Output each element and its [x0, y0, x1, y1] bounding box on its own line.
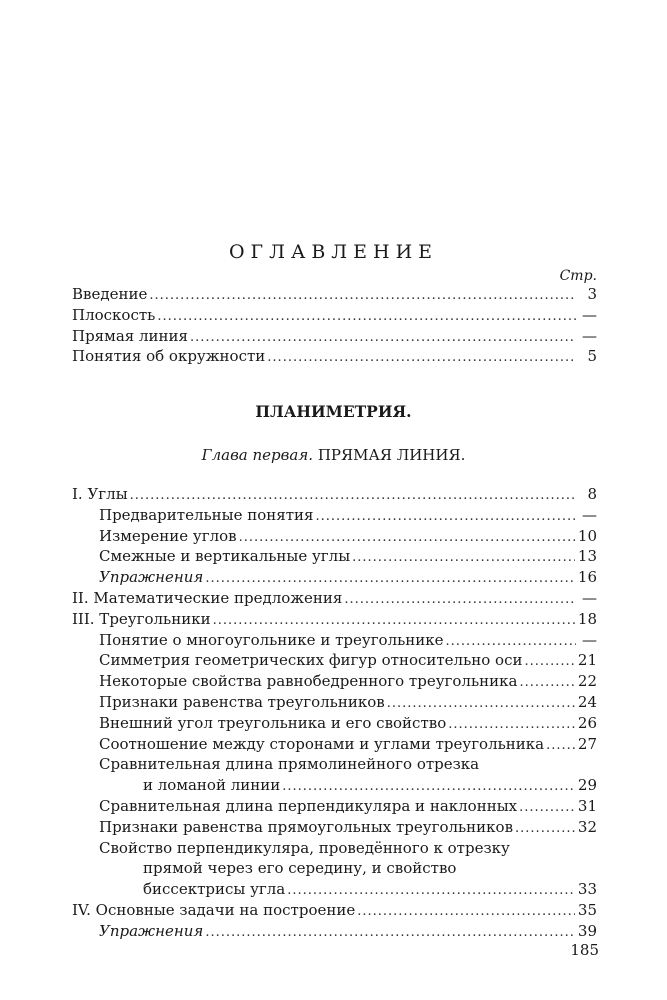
leader-dots — [315, 509, 576, 524]
leader-dots — [130, 488, 576, 503]
leader-dots — [519, 675, 574, 690]
toc-page-number: 27 — [577, 734, 597, 753]
toc-row — [72, 693, 597, 714]
toc-row — [72, 285, 597, 306]
toc-row — [72, 547, 597, 568]
leader-dots — [267, 350, 576, 365]
toc-label: Соотношение между сторонами и углами треугольника — [99, 734, 545, 753]
intro-toc — [72, 285, 597, 368]
toc-label: Понятия об окружности — [72, 347, 266, 366]
chapter-heading — [0, 446, 667, 464]
toc-label: III. Треугольники — [72, 609, 211, 628]
toc-row — [72, 818, 597, 839]
toc-page-number: 26 — [577, 713, 597, 732]
toc-page-number: 31 — [577, 796, 597, 815]
toc-label: Предварительные понятия — [99, 505, 314, 524]
leader-dots — [205, 925, 575, 940]
leader-dots — [190, 330, 576, 345]
toc-row — [72, 651, 597, 672]
leader-dots — [213, 613, 575, 628]
section-heading: ПЛАНИМЕТРИЯ. — [255, 402, 412, 421]
toc-row — [72, 776, 597, 797]
leader-dots — [282, 779, 575, 794]
toc-label: Признаки равенства треугольников — [99, 692, 385, 711]
toc-page-number: 24 — [577, 692, 597, 711]
toc-page-number: 3 — [587, 285, 597, 303]
toc-page-number: 33 — [577, 880, 597, 899]
toc-label: Введение — [72, 285, 148, 303]
leader-dots — [344, 592, 576, 607]
toc-page-number: — — [582, 326, 597, 345]
toc-row — [72, 485, 597, 506]
toc-row — [72, 901, 597, 922]
toc-label: Измерение углов — [99, 526, 237, 545]
leader-dots — [352, 550, 575, 565]
toc-label: биссектрисы угла — [143, 880, 286, 899]
toc-label: Смежные и вертикальные углы — [99, 547, 351, 566]
toc-page-number: 16 — [577, 568, 597, 587]
toc-page-number: 32 — [577, 817, 597, 836]
toc-page-number: — — [582, 630, 597, 649]
toc-label: Упражнения — [99, 568, 204, 587]
leader-dots — [387, 696, 575, 711]
toc-row — [72, 327, 597, 348]
toc-row — [72, 631, 597, 652]
leader-dots — [287, 883, 575, 898]
toc-label: прямой через его середину, и свойство — [143, 859, 457, 878]
toc-page-number: 10 — [577, 526, 597, 545]
toc-label: Сравнительная длина прямолинейного отрезка — [99, 755, 480, 774]
toc-label: Внешний угол треугольника и его свойство — [99, 713, 447, 732]
toc-page-number: 22 — [577, 672, 597, 691]
toc-row — [72, 306, 597, 327]
toc-row — [72, 527, 597, 548]
leader-dots — [524, 654, 574, 669]
leader-dots — [515, 821, 575, 836]
toc-row — [72, 610, 597, 631]
leader-dots — [157, 309, 576, 324]
toc-page-number: 29 — [577, 776, 597, 795]
toc-row — [72, 922, 597, 943]
toc-page-number: 18 — [577, 609, 597, 628]
toc-label: Свойство перпендикуляра, проведённого к отрезку — [99, 838, 510, 857]
toc-row — [72, 672, 597, 693]
toc-label: Понятие о многоугольнике и треугольнике — [99, 630, 444, 649]
leader-dots — [205, 571, 575, 586]
toc-row — [72, 589, 597, 610]
toc-label: II. Математические предложения — [72, 588, 343, 607]
toc-page-number: — — [582, 588, 597, 607]
toc-label: Признаки равенства прямоугольных треугольников — [99, 817, 514, 836]
toc-label: Плоскость — [72, 305, 156, 324]
toc-label: и ломаной линии — [143, 776, 281, 795]
page-number: 185 — [570, 941, 599, 959]
leader-dots — [519, 800, 575, 815]
toc-page-number: 39 — [577, 921, 597, 940]
toc-row — [72, 347, 597, 368]
toc-page-number: — — [582, 505, 597, 524]
leader-dots — [446, 634, 576, 649]
toc-row — [72, 735, 597, 756]
chapter-title: ПРЯМАЯ ЛИНИЯ. — [317, 446, 466, 464]
toc-label: Сравнительная длина перпендикуляра и наклонных — [99, 796, 518, 815]
toc-row — [72, 714, 597, 735]
toc-row — [72, 859, 597, 880]
toc-row — [72, 506, 597, 527]
toc-label: Симметрия геометрических фигур относительно оси — [99, 651, 523, 670]
toc-row — [72, 880, 597, 901]
toc-page-number: 21 — [577, 651, 597, 670]
chapter-prefix: Глава первая. — [201, 446, 314, 464]
toc-row — [72, 568, 597, 589]
toc-row — [72, 755, 597, 776]
page-column-heading: Стр. — [559, 268, 597, 284]
leader-dots — [239, 530, 575, 545]
toc-label: IV. Основные задачи на построение — [72, 900, 356, 919]
toc-page-number: 8 — [587, 485, 597, 503]
chapter-toc — [72, 485, 597, 943]
toc-row — [72, 797, 597, 818]
toc-label: Упражнения — [99, 921, 204, 940]
toc-page-number: 5 — [587, 347, 597, 366]
toc-page-number: 13 — [577, 547, 597, 566]
toc-label: I. Углы — [72, 485, 128, 503]
toc-row — [72, 839, 597, 860]
leader-dots — [149, 288, 576, 303]
toc-label: Некоторые свойства равнобедренного треугольника — [99, 672, 518, 691]
leader-dots — [546, 738, 575, 753]
toc-label: Прямая линия — [72, 326, 188, 345]
leader-dots — [448, 717, 575, 732]
leader-dots — [357, 904, 575, 919]
page-title: ОГЛАВЛЕНИЕ — [228, 241, 439, 263]
toc-page-number: 35 — [577, 900, 597, 919]
toc-page-number: — — [582, 305, 597, 324]
